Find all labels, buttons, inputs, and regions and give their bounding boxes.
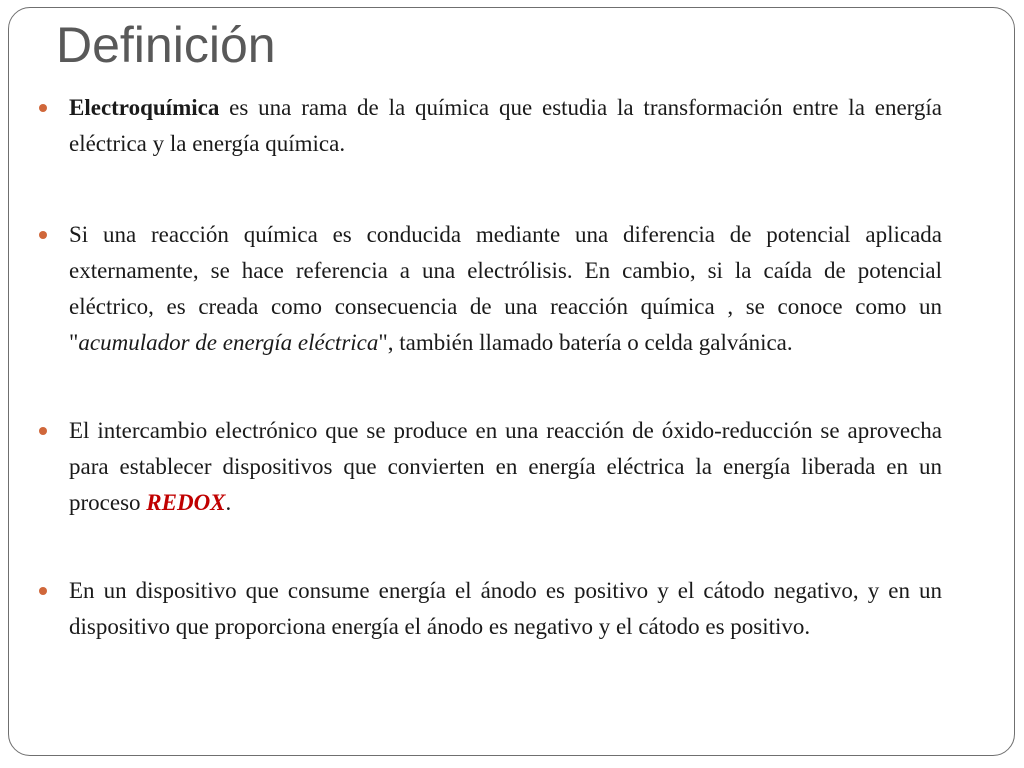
bullet-item-electrolisis xyxy=(38,217,942,361)
slide-title: Definición xyxy=(56,17,276,73)
acumulador-italic-text: acumulador de energía eléctrica xyxy=(78,330,379,355)
bullet-dot-icon xyxy=(39,231,47,239)
electrolisis-text-after: ", también llamado batería o celda galvánica. xyxy=(378,330,793,355)
bullet-dot-icon xyxy=(39,427,47,435)
bullet-dot-icon xyxy=(39,587,47,595)
bullet-list xyxy=(38,90,942,645)
redox-highlight: REDOX xyxy=(146,490,226,515)
dispositivo-text: En un dispositivo que consume energía el ánodo es positivo y el cátodo negativo, y en un dispositivo que proporciona energía el ánodo es negativo y el cátodo es positivo. xyxy=(69,578,942,639)
definition-text: es una rama de la química que estudia la transformación entre la energía eléctrica y la energía química. xyxy=(69,95,942,156)
bullet-item-redox xyxy=(38,413,942,521)
redox-text-after: . xyxy=(225,490,232,515)
term-electroquimica: Electroquímica xyxy=(69,95,220,120)
bullet-dot-icon xyxy=(39,104,47,112)
bullet-item-dispositivo xyxy=(38,573,942,645)
bullet-item-definition xyxy=(38,90,942,162)
redox-text-before: El intercambio electrónico que se produce en una reacción de óxido-reducción se aprovecha para establecer dispositivos que convierten en energía eléctrica la energía liberada en un proceso xyxy=(69,418,942,515)
electrolisis-text-before: Si una reacción química es conducida mediante una diferencia de potencial aplicada externamente, se hace referencia a una electrólisis. En cambio, si la caída de potencial eléctrico, es creada como consecuencia de una reacción química , se conoce como un " xyxy=(69,222,942,355)
